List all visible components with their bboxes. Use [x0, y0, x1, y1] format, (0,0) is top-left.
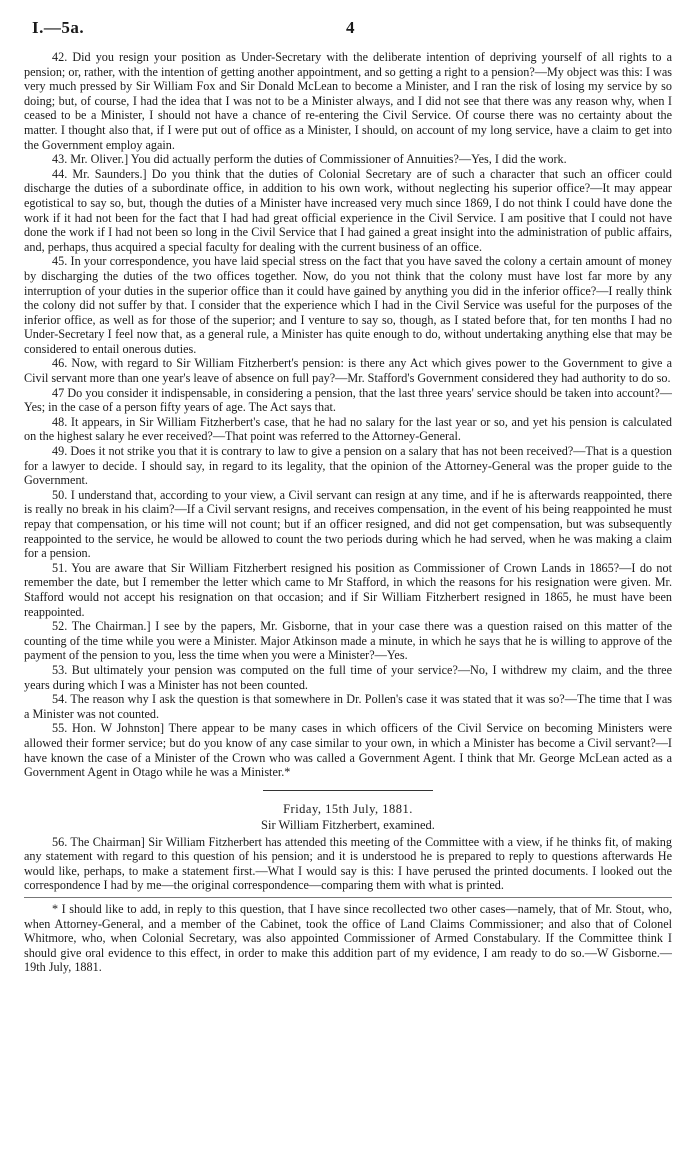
page-reference: I.—5a. — [32, 18, 85, 37]
session-date-heading: Friday, 15th July, 1881. — [283, 801, 413, 816]
paragraph: 52. The Chairman.] I see by the papers, Mr. Gisborne, that in your case there was a question raised on this matter of the counting of the time while you were a Minister. Major Atkinson made a minute, in which he says that he is willing to approve of the payment of the pension to you, less the time when you were a Minister?—Yes. — [24, 619, 672, 663]
paragraph: 55. Hon. W Johnston] There appear to be many cases in which officers of the Civil Service on becoming Ministers were allowed their former service; but do you know of any case similar to your own, in which a Minister has become a Civil servant?—I have known the case of a Minister of the Crown who was called a Government Agent. I think that Mr. George McLean acted as a Government Agent in Otago while he was a Minister.* — [24, 721, 672, 780]
paragraph: 48. It appears, in Sir William Fitzherbert's case, that he had no salary for the last year or so, and yet his pension is calculated on the highest salary he ever received?—That point was referred to the Attorney-General. — [24, 414, 672, 444]
paragraph: 46. Now, with regard to Sir William Fitzherbert's pension: is there any Act which gives power to the Government to give a Civil servant more than one year's leave of absence on full pay?—Mr. Stafford's Government considered they had authority to do so. — [24, 356, 672, 386]
paragraph: 47 Do you consider it indispensable, in considering a pension, that the last three years' service should be taken into account?—Yes; in the case of a person fifty years of age. The Act says that. — [24, 385, 672, 415]
page-header — [24, 18, 672, 40]
paragraph: 54. The reason why I ask the question is that somewhere in Dr. Pollen's case it was stated that it was so?—The time that I was a Minister was not counted. — [24, 692, 672, 721]
section-divider — [263, 790, 433, 791]
witness-heading: Sir William Fitzherbert, examined. — [261, 817, 435, 832]
footnote: * I should like to add, in reply to this question, that I have since recollected two other cases—namely, that of Mr. Stout, who, when Attorney-General, and a member of the Cabinet, took the office of Land Claims Commissioner; and also that of Colonel Whitmore, who, when Colonial Secretary, was also appointed Commissioner of Armed Constabulary. If the Committee think I should give oral evidence to this effect, in order to make this addition part of my evidence, I am ready to do so.—W Gisborne.—19th July, 1881. — [24, 902, 672, 975]
paragraph: 53. But ultimately your pension was computed on the full time of your service?—No, I withdrew my claim, and the three years during which I was a Minister has not been counted. — [24, 662, 672, 692]
paragraph: 49. Does it not strike you that it is contrary to law to give a pension on a salary that has not been received?—That is a question for a lawyer to decide. I should say, in regard to its legality, that the opinion of the Attorney-General was the proper guide to the Government. — [24, 444, 672, 488]
page-number: 4 — [346, 18, 355, 37]
paragraph: 50. I understand that, according to your view, a Civil servant can resign at any time, and if he is afterwards reappointed, there is really no break in his claim?—If a Civil servant resigns, and receives compensation, in the event of his being reappointed he must repay that compensation, or his time will not count; but if an officer resigned, and did not get compensation, but was subsequently reappointed to the service, he would be allowed to count the two periods during which he had served, when he was making a claim for a pension. — [24, 487, 672, 561]
paragraph: 45. In your correspondence, you have laid special stress on the fact that you have saved the colony a certain amount of money by discharging the duties of the two offices together. Now, do you not think that the colony must have lost far more by any interruption of your duties in the superior office than it could have gained by anything you did in the inferior office?—I really think the colony did not suffer by that. I consider that the experience which I had in the Civil Service was useful for the purposes of the inferior office, as well as for those of the superior; and I venture to say so, though, as I stated before that, for ten months I had no Under-Secretary I feel now that, as a general rule, a Minister has quite enough to do, without undertaking anything else that may be considered to entail onerous duties. — [24, 254, 672, 356]
footnote-divider — [24, 897, 672, 898]
paragraph: 43. Mr. Oliver.] You did actually perform the duties of Commissioner of Annuities?—Yes, I did the work. — [52, 152, 567, 167]
paragraph: 42. Did you resign your position as Under-Secretary with the deliberate intention of depriving yourself of all rights to a pension; or, rather, with the intention of getting another appointment, and so getting a right to a pension?—My object was this: I was very much pressed by Sir William Fox and Sir Donald McLean to become a Minister, and I ran the risk of losing my service by so doing; but, of course, I had the idea that I was not to be a Minister always, and I did not see that there was any reason why, when I ceased to be a Minister, I should not have a chance of re-entering the Civil Service. Of course there was no certainty about the matter. I thought also that, if I were put out of office as a Minister, I should, on account of my long service, have a claim to get into the Government employ again. — [24, 50, 672, 152]
paragraph: 56. The Chairman] Sir William Fitzherbert has attended this meeting of the Committee with a view, if he thinks fit, of making any statement with regard to this question of his pension; and it is understood he is prepared to reply to questions afterwards He would like, perhaps, to make a statement first.—What I would say is this: I have perused the printed documents. I looked out the correspondence I had by me—the original correspondence—comparing them with what is printed. — [24, 834, 672, 893]
paragraph: 44. Mr. Saunders.] Do you think that the duties of Colonial Secretary are of such a character that such an officer could discharge the duties of a subordinate office, in addition to his own work, without neglecting his superior office?—It may appear egotistical to say so, but, though the duties of a Minister have increased very much since 1869, I do not think I could have done the work if it had not been for the fact that I had had great official experience in the Civil Service. I am positive that I could not have done the work if I had not been so long in the Civil Service that I had gained a great insight into the administration of public affairs, and, perhaps, thus acquired a special faculty for dealing with the current business of an office. — [24, 166, 672, 254]
document-body — [24, 50, 672, 975]
paragraph: 51. You are aware that Sir William Fitzherbert resigned his position as Commissioner of Crown Lands in 1865?—I do not remember the date, but I remember the letter which came to Mr Stafford, in which the reasons for his resignation were given. Mr. Stafford would not accept his resignation on that occasion; and if Sir William Fitzherbert resigned in 1865, he must have been reappointed. — [24, 560, 672, 619]
document-page — [24, 18, 672, 975]
